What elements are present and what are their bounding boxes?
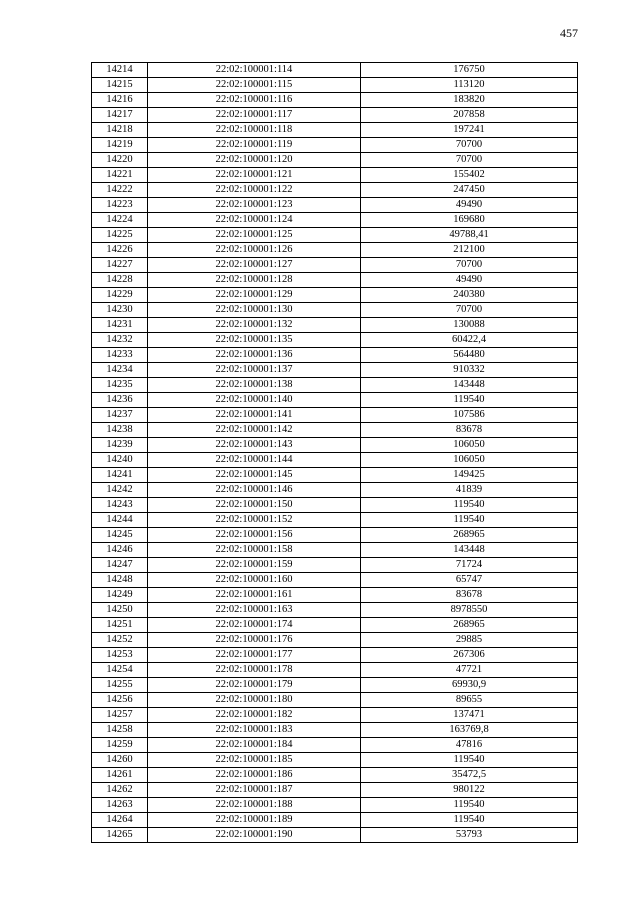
cadastral-number-cell: 22:02:100001:158 — [148, 543, 361, 558]
cadastral-number-cell: 22:02:100001:174 — [148, 618, 361, 633]
table-row — [92, 828, 578, 843]
cadastral-number-cell: 22:02:100001:126 — [148, 243, 361, 258]
cadastral-value-cell: 69930,9 — [361, 678, 578, 693]
cadastral-value-cell: 980122 — [361, 783, 578, 798]
cadastral-number-cell: 22:02:100001:141 — [148, 408, 361, 423]
row-number-cell: 14263 — [92, 798, 148, 813]
row-number-cell: 14262 — [92, 783, 148, 798]
cadastral-value-cell: 268965 — [361, 618, 578, 633]
cadastral-number-cell: 22:02:100001:189 — [148, 813, 361, 828]
table-row — [92, 693, 578, 708]
cadastral-number-cell: 22:02:100001:176 — [148, 633, 361, 648]
cadastral-value-cell: 49788,41 — [361, 228, 578, 243]
table-row — [92, 588, 578, 603]
table-row — [92, 273, 578, 288]
cadastral-value-cell: 47816 — [361, 738, 578, 753]
row-number-cell: 14215 — [92, 78, 148, 93]
cadastral-number-cell: 22:02:100001:124 — [148, 213, 361, 228]
cadastral-number-cell: 22:02:100001:187 — [148, 783, 361, 798]
row-number-cell: 14233 — [92, 348, 148, 363]
row-number-cell: 14243 — [92, 498, 148, 513]
cadastral-value-cell: 65747 — [361, 573, 578, 588]
cadastral-number-cell: 22:02:100001:150 — [148, 498, 361, 513]
table-row — [92, 528, 578, 543]
cadastral-value-cell: 53793 — [361, 828, 578, 843]
cadastral-value-cell: 119540 — [361, 753, 578, 768]
cadastral-number-cell: 22:02:100001:159 — [148, 558, 361, 573]
table-row — [92, 543, 578, 558]
cadastral-value-cell: 169680 — [361, 213, 578, 228]
row-number-cell: 14234 — [92, 363, 148, 378]
table-row — [92, 513, 578, 528]
cadastral-number-cell: 22:02:100001:140 — [148, 393, 361, 408]
row-number-cell: 14216 — [92, 93, 148, 108]
row-number-cell: 14222 — [92, 183, 148, 198]
cadastral-value-cell: 183820 — [361, 93, 578, 108]
table-row — [92, 108, 578, 123]
table-row — [92, 573, 578, 588]
table-row — [92, 453, 578, 468]
row-number-cell: 14242 — [92, 483, 148, 498]
row-number-cell: 14226 — [92, 243, 148, 258]
cadastral-number-cell: 22:02:100001:183 — [148, 723, 361, 738]
table-row — [92, 363, 578, 378]
page-number: 457 — [560, 26, 578, 40]
cadastral-value-cell: 564480 — [361, 348, 578, 363]
cadastral-number-cell: 22:02:100001:142 — [148, 423, 361, 438]
table-row — [92, 198, 578, 213]
row-number-cell: 14251 — [92, 618, 148, 633]
row-number-cell: 14214 — [92, 63, 148, 78]
row-number-cell: 14253 — [92, 648, 148, 663]
cadastral-value-cell: 70700 — [361, 153, 578, 168]
row-number-cell: 14238 — [92, 423, 148, 438]
cadastral-value-cell: 119540 — [361, 798, 578, 813]
row-number-cell: 14241 — [92, 468, 148, 483]
cadastral-number-cell: 22:02:100001:156 — [148, 528, 361, 543]
table-row — [92, 663, 578, 678]
cadastral-number-cell: 22:02:100001:184 — [148, 738, 361, 753]
row-number-cell: 14257 — [92, 708, 148, 723]
cadastral-number-cell: 22:02:100001:132 — [148, 318, 361, 333]
row-number-cell: 14220 — [92, 153, 148, 168]
row-number-cell: 14228 — [92, 273, 148, 288]
cadastral-number-cell: 22:02:100001:127 — [148, 258, 361, 273]
cadastral-number-cell: 22:02:100001:182 — [148, 708, 361, 723]
cadastral-number-cell: 22:02:100001:143 — [148, 438, 361, 453]
cadastral-value-cell: 149425 — [361, 468, 578, 483]
table-row — [92, 468, 578, 483]
cadastral-value-cell: 143448 — [361, 378, 578, 393]
cadastral-number-cell: 22:02:100001:185 — [148, 753, 361, 768]
table-row — [92, 768, 578, 783]
row-number-cell: 14230 — [92, 303, 148, 318]
table-row — [92, 393, 578, 408]
table-row — [92, 243, 578, 258]
row-number-cell: 14256 — [92, 693, 148, 708]
cadastral-value-cell: 70700 — [361, 258, 578, 273]
cadastral-value-cell: 119540 — [361, 393, 578, 408]
table-row — [92, 348, 578, 363]
cadastral-number-cell: 22:02:100001:129 — [148, 288, 361, 303]
cadastral-value-cell: 910332 — [361, 363, 578, 378]
row-number-cell: 14258 — [92, 723, 148, 738]
cadastral-number-cell: 22:02:100001:190 — [148, 828, 361, 843]
table-row — [92, 258, 578, 273]
cadastral-number-cell: 22:02:100001:144 — [148, 453, 361, 468]
row-number-cell: 14252 — [92, 633, 148, 648]
cadastral-number-cell: 22:02:100001:179 — [148, 678, 361, 693]
row-number-cell: 14231 — [92, 318, 148, 333]
table-row — [92, 213, 578, 228]
cadastral-number-cell: 22:02:100001:125 — [148, 228, 361, 243]
row-number-cell: 14247 — [92, 558, 148, 573]
cadastral-number-cell: 22:02:100001:119 — [148, 138, 361, 153]
row-number-cell: 14254 — [92, 663, 148, 678]
cadastral-number-cell: 22:02:100001:115 — [148, 78, 361, 93]
table-row — [92, 708, 578, 723]
table-row — [92, 723, 578, 738]
table-row — [92, 438, 578, 453]
cadastral-number-cell: 22:02:100001:116 — [148, 93, 361, 108]
cadastral-number-cell: 22:02:100001:163 — [148, 603, 361, 618]
row-number-cell: 14259 — [92, 738, 148, 753]
cadastral-value-cell: 70700 — [361, 303, 578, 318]
table-row — [92, 183, 578, 198]
cadastral-value-cell: 8978550 — [361, 603, 578, 618]
row-number-cell: 14246 — [92, 543, 148, 558]
row-number-cell: 14236 — [92, 393, 148, 408]
row-number-cell: 14219 — [92, 138, 148, 153]
table-row — [92, 498, 578, 513]
cadastral-number-cell: 22:02:100001:177 — [148, 648, 361, 663]
row-number-cell: 14224 — [92, 213, 148, 228]
row-number-cell: 14232 — [92, 333, 148, 348]
cadastral-number-cell: 22:02:100001:180 — [148, 693, 361, 708]
cadastral-value-cell: 83678 — [361, 423, 578, 438]
table-row — [92, 378, 578, 393]
table-row — [92, 228, 578, 243]
table-row — [92, 678, 578, 693]
cadastral-value-cell: 35472,5 — [361, 768, 578, 783]
cadastral-number-cell: 22:02:100001:146 — [148, 483, 361, 498]
cadastral-number-cell: 22:02:100001:118 — [148, 123, 361, 138]
table-row — [92, 78, 578, 93]
cadastral-number-cell: 22:02:100001:136 — [148, 348, 361, 363]
table-row — [92, 783, 578, 798]
table-row — [92, 303, 578, 318]
cadastral-value-cell: 197241 — [361, 123, 578, 138]
row-number-cell: 14260 — [92, 753, 148, 768]
cadastral-number-cell: 22:02:100001:117 — [148, 108, 361, 123]
cadastral-value-cell: 176750 — [361, 63, 578, 78]
row-number-cell: 14235 — [92, 378, 148, 393]
cadastral-value-cell: 83678 — [361, 588, 578, 603]
row-number-cell: 14237 — [92, 408, 148, 423]
row-number-cell: 14217 — [92, 108, 148, 123]
cadastral-number-cell: 22:02:100001:121 — [148, 168, 361, 183]
cadastral-value-cell: 106050 — [361, 453, 578, 468]
table-row — [92, 138, 578, 153]
table-row — [92, 408, 578, 423]
row-number-cell: 14255 — [92, 678, 148, 693]
row-number-cell: 14265 — [92, 828, 148, 843]
row-number-cell: 14245 — [92, 528, 148, 543]
row-number-cell: 14261 — [92, 768, 148, 783]
cadastral-value-cell: 71724 — [361, 558, 578, 573]
cadastral-number-cell: 22:02:100001:137 — [148, 363, 361, 378]
table-row — [92, 423, 578, 438]
table-row — [92, 318, 578, 333]
cadastral-value-cell: 268965 — [361, 528, 578, 543]
cadastral-value-cell: 119540 — [361, 498, 578, 513]
table-row — [92, 63, 578, 78]
table-row — [92, 483, 578, 498]
table-row — [92, 753, 578, 768]
cadastral-number-cell: 22:02:100001:178 — [148, 663, 361, 678]
row-number-cell: 14223 — [92, 198, 148, 213]
table-row — [92, 123, 578, 138]
row-number-cell: 14248 — [92, 573, 148, 588]
cadastral-value-cell: 143448 — [361, 543, 578, 558]
cadastral-value-cell: 130088 — [361, 318, 578, 333]
cadastral-value-cell: 49490 — [361, 198, 578, 213]
cadastral-value-cell: 207858 — [361, 108, 578, 123]
cadastral-number-cell: 22:02:100001:160 — [148, 573, 361, 588]
cadastral-value-cell: 247450 — [361, 183, 578, 198]
row-number-cell: 14244 — [92, 513, 148, 528]
cadastral-value-cell: 70700 — [361, 138, 578, 153]
cadastral-number-cell: 22:02:100001:122 — [148, 183, 361, 198]
row-number-cell: 14240 — [92, 453, 148, 468]
row-number-cell: 14250 — [92, 603, 148, 618]
cadastral-value-cell: 137471 — [361, 708, 578, 723]
table-row — [92, 558, 578, 573]
table-row — [92, 93, 578, 108]
cadastral-number-cell: 22:02:100001:135 — [148, 333, 361, 348]
row-number-cell: 14227 — [92, 258, 148, 273]
cadastral-value-cell: 267306 — [361, 648, 578, 663]
cadastral-value-cell: 113120 — [361, 78, 578, 93]
cadastral-value-cell: 41839 — [361, 483, 578, 498]
table-row — [92, 813, 578, 828]
cadastral-number-cell: 22:02:100001:123 — [148, 198, 361, 213]
cadastral-value-cell: 212100 — [361, 243, 578, 258]
cadastral-number-cell: 22:02:100001:188 — [148, 798, 361, 813]
table-row — [92, 288, 578, 303]
row-number-cell: 14249 — [92, 588, 148, 603]
row-number-cell: 14229 — [92, 288, 148, 303]
row-number-cell: 14264 — [92, 813, 148, 828]
cadastral-value-cell: 155402 — [361, 168, 578, 183]
row-number-cell: 14218 — [92, 123, 148, 138]
cadastral-value-cell: 49490 — [361, 273, 578, 288]
cadastral-value-cell: 119540 — [361, 513, 578, 528]
row-number-cell: 14225 — [92, 228, 148, 243]
table-row — [92, 603, 578, 618]
cadastral-value-cell: 60422,4 — [361, 333, 578, 348]
cadastral-value-cell: 163769,8 — [361, 723, 578, 738]
cadastral-value-table — [91, 62, 578, 843]
cadastral-number-cell: 22:02:100001:186 — [148, 768, 361, 783]
cadastral-value-cell: 107586 — [361, 408, 578, 423]
cadastral-value-cell: 89655 — [361, 693, 578, 708]
cadastral-number-cell: 22:02:100001:114 — [148, 63, 361, 78]
table-row — [92, 618, 578, 633]
row-number-cell: 14239 — [92, 438, 148, 453]
cadastral-number-cell: 22:02:100001:130 — [148, 303, 361, 318]
table-row — [92, 633, 578, 648]
table-row — [92, 153, 578, 168]
cadastral-value-cell: 29885 — [361, 633, 578, 648]
cadastral-value-cell: 47721 — [361, 663, 578, 678]
table-row — [92, 168, 578, 183]
cadastral-number-cell: 22:02:100001:128 — [148, 273, 361, 288]
table-row — [92, 333, 578, 348]
table-body — [92, 63, 578, 843]
cadastral-number-cell: 22:02:100001:120 — [148, 153, 361, 168]
row-number-cell: 14221 — [92, 168, 148, 183]
table-row — [92, 738, 578, 753]
cadastral-number-cell: 22:02:100001:161 — [148, 588, 361, 603]
cadastral-value-cell: 106050 — [361, 438, 578, 453]
cadastral-value-cell: 119540 — [361, 813, 578, 828]
table-row — [92, 798, 578, 813]
cadastral-number-cell: 22:02:100001:152 — [148, 513, 361, 528]
cadastral-number-cell: 22:02:100001:138 — [148, 378, 361, 393]
cadastral-number-cell: 22:02:100001:145 — [148, 468, 361, 483]
table-row — [92, 648, 578, 663]
cadastral-value-cell: 240380 — [361, 288, 578, 303]
